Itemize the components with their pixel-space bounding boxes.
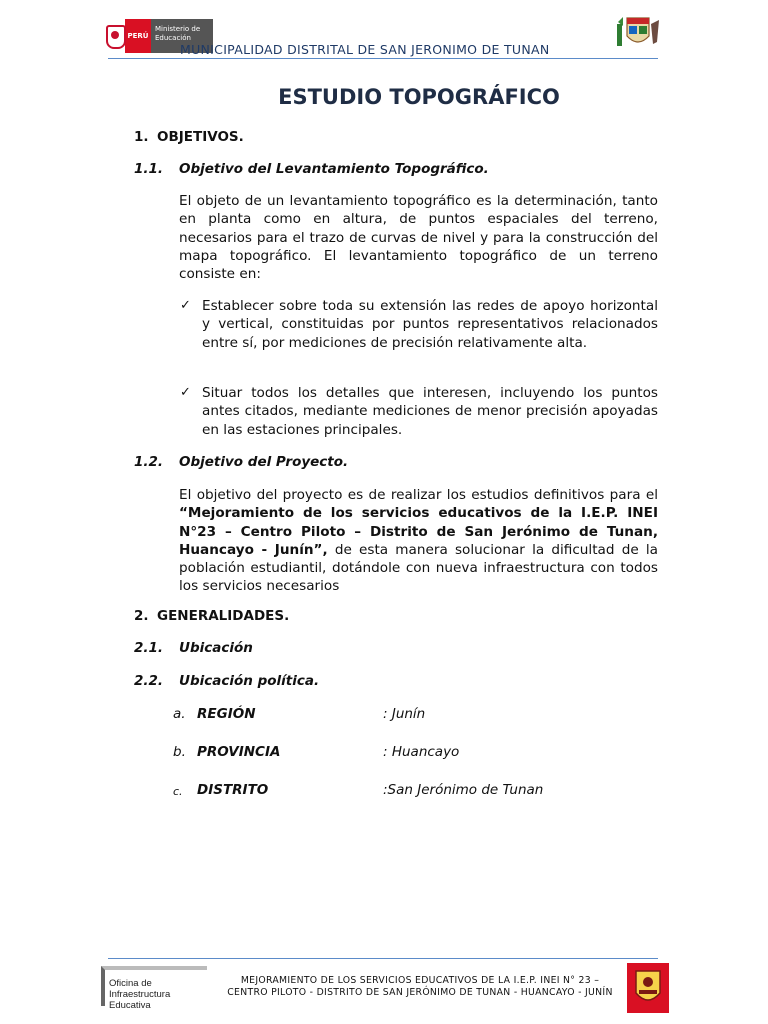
section-1-1-number: 1.1.: [134, 161, 164, 177]
section-1-2-number: 1.2.: [134, 454, 164, 470]
location-label-district: DISTRITO: [197, 782, 269, 798]
footer-line-1: MEJORAMIENTO DE LOS SERVICIOS EDUCATIVOS DE LA I.E.P. INEI N° 23 –: [240, 975, 600, 986]
location-label-region: REGIÓN: [197, 706, 256, 722]
municipal-coat-of-arms-icon: [615, 14, 661, 50]
office-logo: Oficina de Infraestructura Educativa: [101, 966, 207, 1006]
section-2-2-number: 2.2.: [134, 673, 164, 689]
location-value-region: : Junín: [383, 706, 426, 722]
section-1-1-paragraph: El objeto de un levantamiento topográfico es la determinación, tanto en planta como en altura, de puntos espaciales del terreno, necesarios para el trazo de curvas de nivel y para la construcción del mapa topográfico. El levantamiento topográfico de un terreno consiste en:: [179, 193, 658, 283]
section-2-heading: GENERALIDADES.: [157, 608, 290, 624]
bullet-item: Establecer sobre toda su extensión las redes de apoyo horizontal y vertical, constituidas por puntos representativos relacionados entre sí, por mediciones de precisión relativamente alta.: [202, 298, 658, 351]
peru-shield-icon: [103, 19, 125, 53]
section-1-2-paragraph: [179, 486, 658, 596]
section-1-2-heading: Objetivo del Proyecto.: [179, 454, 349, 470]
section-1-1-heading: Objetivo del Levantamiento Topográfico.: [179, 161, 489, 177]
section-2-1-heading: Ubicación: [179, 640, 253, 656]
school-emblem-icon: [627, 963, 669, 1013]
header-divider: [108, 58, 658, 59]
location-letter: a.: [173, 706, 186, 722]
footer-line-2: CENTRO PILOTO - DISTRITO DE SAN JERÓNIMO DE TUNAN - HUANCAYO - JUNÍN: [227, 987, 613, 998]
document-title: ESTUDIO TOPOGRÁFICO: [278, 85, 560, 109]
section-2-2-heading: Ubicación política.: [179, 673, 320, 689]
section-2-1-number: 2.1.: [134, 640, 164, 656]
location-value-province: : Huancayo: [383, 744, 460, 760]
municipality-header: MUNICIPALIDAD DISTRITAL DE SAN JERONIMO DE TUNAN: [180, 42, 550, 57]
location-letter: c.: [173, 785, 183, 798]
section-1-number: 1.: [134, 129, 149, 145]
peru-label: PERÚ: [125, 19, 151, 53]
section-2-number: 2.: [134, 608, 149, 624]
location-value-district: :San Jerónimo de Tunan: [383, 782, 544, 798]
bullet-item: Situar todos los detalles que interesen, incluyendo los puntos antes citados, mediante mediciones de menor precisión apoyadas en las estaciones principales.: [202, 385, 658, 438]
checkmark-icon: ✓: [180, 298, 191, 313]
location-letter: b.: [173, 744, 186, 760]
paragraph-text: de esta manera solucionar la dificultad de la población estudiantil, dotándole con nueva infraestructura con todos los servicios necesarios: [179, 541, 658, 595]
checkmark-icon: ✓: [180, 385, 191, 400]
footer-project-title: [210, 975, 630, 999]
ministry-label: Ministerio de Educación: [151, 19, 213, 53]
project-name: “Mejoramiento de los servicios educativos de la I.E.P. INEI N°23 – Centro Piloto – Distrito de San Jerónimo de Tunan, Huancayo - Junín”,: [179, 505, 658, 558]
paragraph-text: El objetivo del proyecto es de realizar los estudios definitivos para el: [179, 487, 658, 503]
section-1-heading: OBJETIVOS.: [157, 129, 244, 145]
location-label-province: PROVINCIA: [197, 744, 281, 760]
footer-divider: [108, 958, 658, 959]
